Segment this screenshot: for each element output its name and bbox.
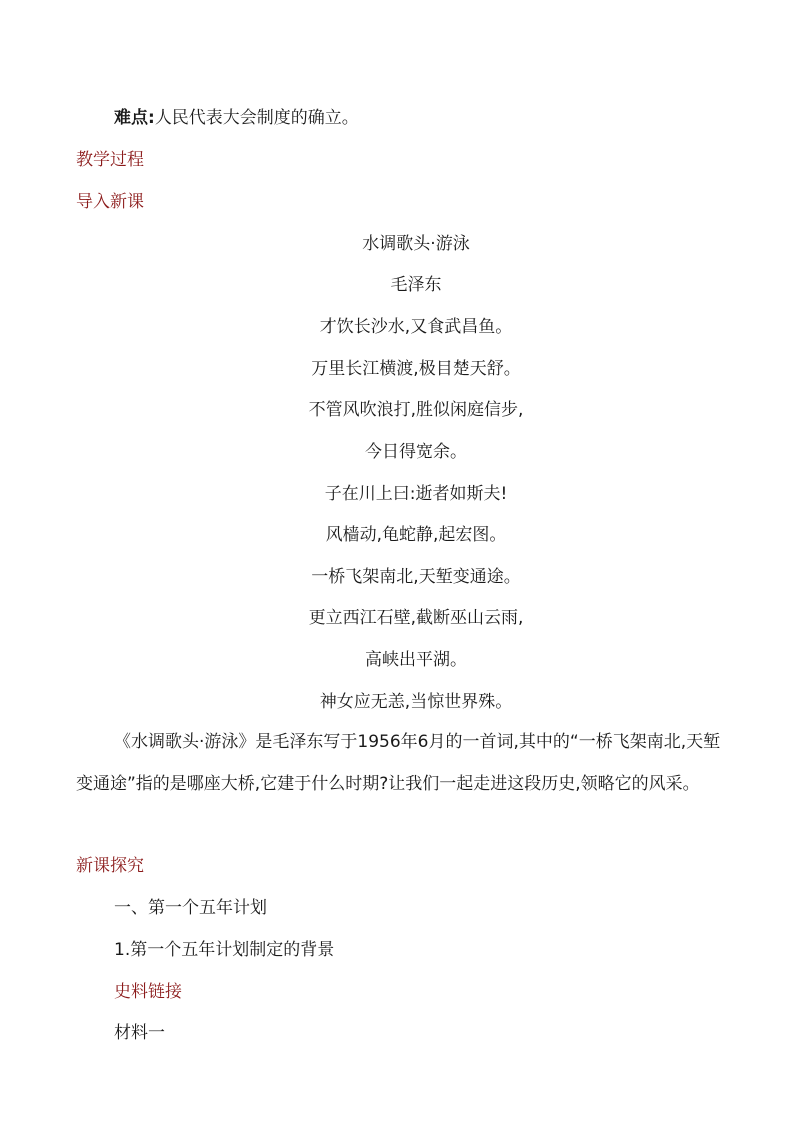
- poem-line: 万里长江横渡,极目楚天舒。: [311, 359, 521, 379]
- poem-line: 风樯动,龟蛇静,起宏图。: [325, 525, 507, 545]
- material-one-label: 材料一: [114, 1023, 165, 1043]
- difficulty-line: [114, 106, 359, 130]
- poem-line: 一桥飞架南北,天堑变通途。: [311, 567, 521, 587]
- poem-line: 高峡出平湖。: [365, 650, 467, 670]
- difficulty-colon: :: [148, 108, 155, 128]
- poem-line: 不管风吹浪打,胜似闲庭信步,: [308, 400, 524, 420]
- poem-line: 才饮长沙水,又食武昌鱼。: [319, 317, 513, 337]
- poem-title: 水调歌头·游泳: [362, 234, 470, 254]
- poem-line: 神女应无恙,当惊世界殊。: [319, 692, 513, 712]
- section-teaching-process: 教学过程: [76, 150, 144, 170]
- poem-line: 今日得宽余。: [365, 442, 467, 462]
- difficulty-text: 人民代表大会制度的确立。: [154, 108, 359, 128]
- poem-line: 子在川上曰:逝者如斯夫!: [324, 484, 508, 504]
- poem-line: 更立西江石壁,截断巫山云雨,: [308, 608, 524, 628]
- source-link-label: 史料链接: [114, 982, 182, 1002]
- heading-first-five-year-plan: 一、第一个五年计划: [114, 898, 267, 918]
- difficulty-label: 难点: [114, 108, 148, 128]
- section-new-lesson: 新课探究: [76, 856, 144, 876]
- poem-author: 毛泽东: [390, 275, 442, 295]
- intro-paragraph: 《水调歌头·游泳》是毛泽东写于1956年6月的一首词,其中的“一桥飞架南北,天堑变通途”指的是哪座大桥,它建于什么时期?让我们一起走进这段历史,领略它的风采。: [76, 732, 721, 794]
- subheading-background: 1.第一个五年计划制定的背景: [114, 940, 335, 960]
- section-intro: 导入新课: [76, 192, 144, 212]
